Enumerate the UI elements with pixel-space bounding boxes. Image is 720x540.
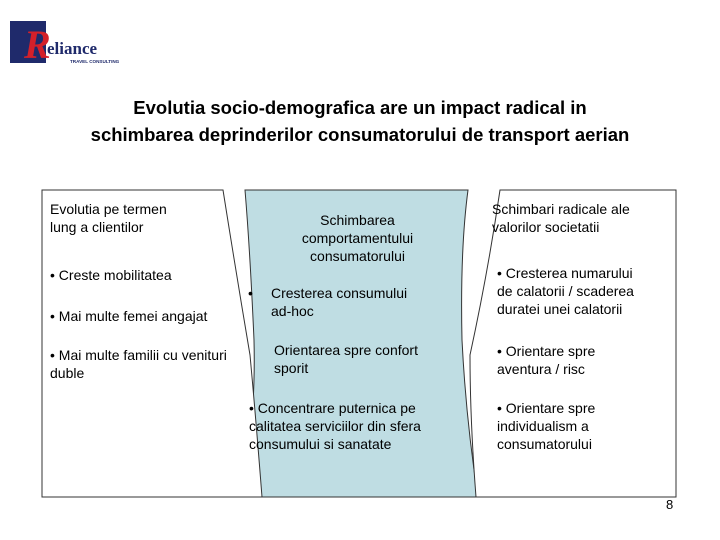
title-line-2: schimbarea deprinderilor consumatorului de transport aerian xyxy=(90,124,630,145)
right-item-3 xyxy=(497,399,595,453)
right-item-line: • Cresterea numarului xyxy=(497,265,633,281)
middle-item-2 xyxy=(274,341,418,377)
title-line-1: Evolutia socio-demografica are un impact radical in xyxy=(133,97,587,118)
right-item-line: de calatorii / scaderea xyxy=(497,283,634,299)
middle-item-1-bullet: • xyxy=(248,285,253,301)
right-item-line: consumatorului xyxy=(497,436,592,452)
left-item-1 xyxy=(50,266,172,284)
left-item-2 xyxy=(50,307,207,325)
middle-item-line: Orientarea spre confort xyxy=(274,342,418,358)
right-item-line: duratei unei calatorii xyxy=(497,301,623,317)
middle-item-line: ad-hoc xyxy=(271,303,314,319)
middle-item-line: consumului si sanatate xyxy=(249,436,392,452)
middle-item-line: sporit xyxy=(274,360,309,376)
left-header xyxy=(50,200,167,236)
right-item-line: aventura / risc xyxy=(497,361,585,377)
left-item-3 xyxy=(50,346,227,382)
middle-header xyxy=(270,211,445,265)
middle-item-1 xyxy=(271,284,407,320)
middle-header-line: comportamentului xyxy=(301,230,414,246)
right-header-line: valorilor societatii xyxy=(492,219,600,235)
left-header-line: Evolutia pe termen xyxy=(50,201,167,217)
right-item-line: individualism a xyxy=(497,418,589,434)
right-item-line: • Orientare spre xyxy=(497,400,596,416)
middle-item-line: Cresterea consumului xyxy=(271,285,408,301)
middle-item-3 xyxy=(249,399,421,453)
logo-wordmark: eliance xyxy=(47,39,98,58)
page-number: 8 xyxy=(666,497,674,512)
middle-header-line: Schimbarea xyxy=(320,212,395,228)
middle-item-line: • Concentrare puternica pe xyxy=(249,400,416,416)
left-item-line: • Mai multe femei angajat xyxy=(50,308,208,324)
logo-initial: R xyxy=(24,22,51,67)
left-header-line: lung a clientilor xyxy=(50,219,144,235)
middle-header-line: consumatorului xyxy=(310,248,405,264)
right-item-line: • Orientare spre xyxy=(497,343,596,359)
left-item-line: duble xyxy=(50,365,85,381)
middle-item-line: calitatea serviciilor din sfera xyxy=(249,418,421,434)
left-item-line: • Creste mobilitatea xyxy=(50,267,172,283)
right-item-2 xyxy=(497,342,595,378)
logo-subtitle: TRAVEL CONSULTING xyxy=(70,59,120,64)
right-item-1 xyxy=(497,264,634,318)
right-header-line: Schimbari radicale ale xyxy=(492,201,630,217)
left-item-line: • Mai multe familii cu venituri xyxy=(50,347,227,363)
right-header xyxy=(492,200,630,236)
left-shape xyxy=(42,190,262,497)
